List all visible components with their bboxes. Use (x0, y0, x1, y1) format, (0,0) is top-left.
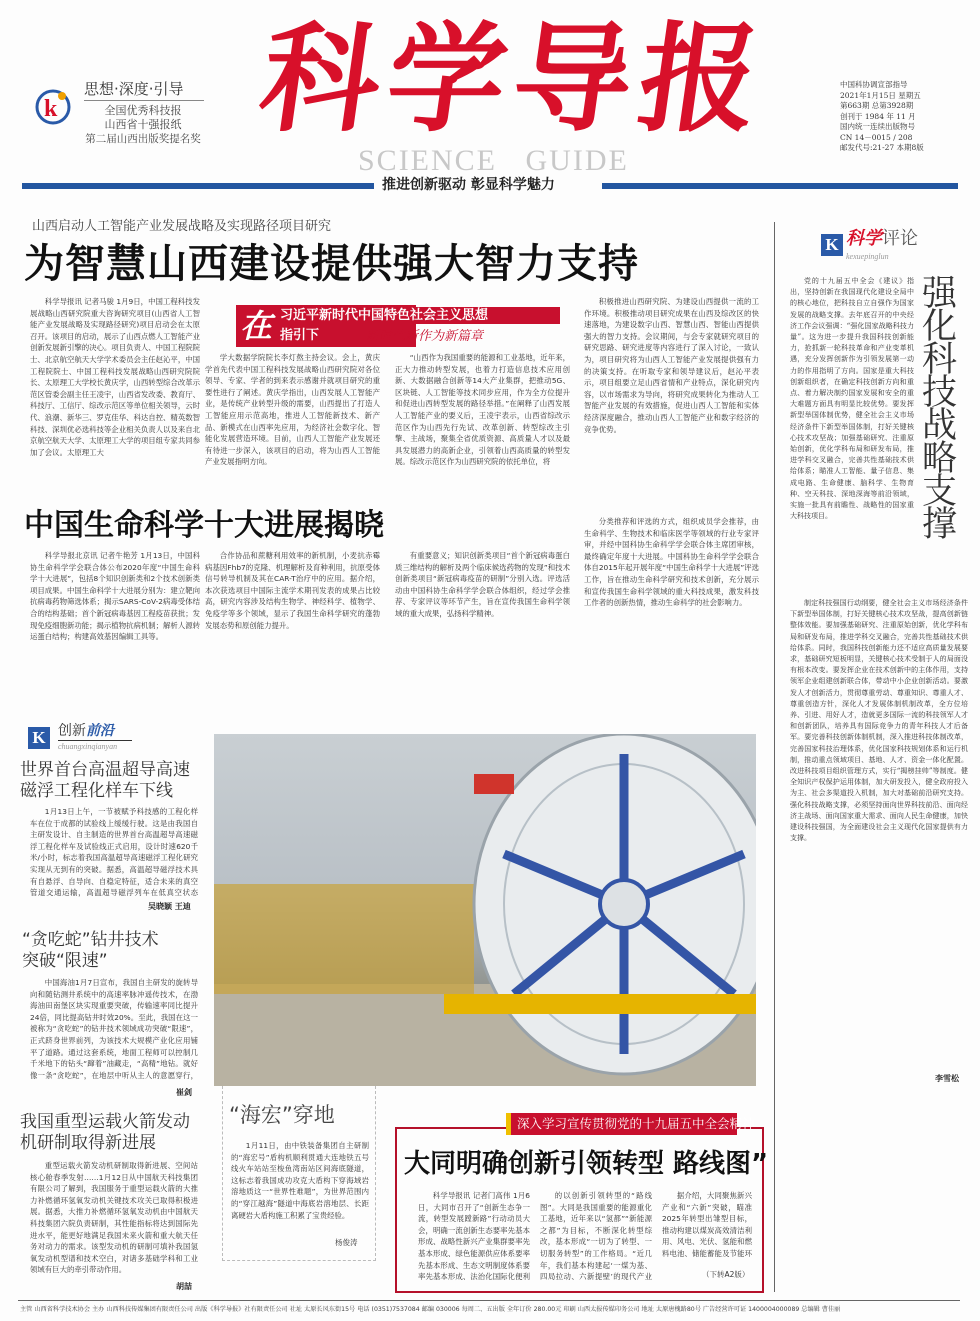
life-science-column: 有重要意义；知识创新类项目“首个新冠病毒蛋白质三维结构的解析及两个临床候选药物的发现”和技术创新类项目“新冠病毒疫苗的研制”分别入选。评选活动由中国科协生命科学学会联合体组织，经过学会推荐、专家评议等环节产生，旨在宣传我国生命科学领域的重大成果，弘扬科学精神。 (395, 551, 570, 618)
section-name: 评论 (882, 228, 918, 249)
photo-caption-body: 1月11日，由中铁装备集团自主研制的“海宏号”盾构机顺利贯通大连地铁五号线火车站站至梭鱼湾南站区间海底隧道，这标志着我国成功攻克大盾构下穿海域岩溶地质这一“世界性难题”，为世界范围内的“穿江越海”隧道中海底岩溶地层、长距离硬岩大盾构施工积累了宝贵经验。 (231, 1141, 369, 1220)
lead-column: 学大数据学院院长李灯熬主持会议。会上，黄庆学首先代表中国工程科技发展战略山西研究院对各位领导、专家、学者的到来表示感谢并就项目研究的重要性进行了阐述。黄庆学指出，山西发展人工智能产业，是传统产业转型升级的需要，山西提出了打造人工智能应用示范高地，推进人工智能新技术、新产品、新模式在山西率先应用，为经济社会数字化、智能化发展营造环境。目前，山西人工智能产业发展还有待进一步深入，该项目的启动，将为山西人工智能产业发展指明方向。 (205, 353, 380, 467)
masthead-english: SCIENCE GUIDE (358, 144, 629, 177)
lead-column: “山西作为我国重要的能源和工业基地，近年来，正大力推动转型发展，也着力打造信息技术应用创新、大数据融合创新等14大产业集群，把推动5G、区块链、人工智能等技术同步应用，作为全方位提升和促进山西转型发展的路径举措。”在阐释了山西发展人工智能产业的要义后，王凌宇表示，山西省综改示范区作为山西先行先试、改革创新、转型综改主引擎、主战场，聚集全省优质资源、高质量人才以及最具发展潜力的高新企业，引领着山西高质量的转型发展。综改示范区作为山西研究院的依托单位，将 (395, 353, 570, 467)
commentary-body: 党的十九届五中全会《建议》指出，坚持创新在我国现代化建设全局中的核心地位，把科技自立自强作为国家发展的战略支撑。去年底召开的中央经济工作会议强调：“强化国家战略科技力量”。这为进一步提升我国科技创新能力，抢抓新一轮科技革命和产业变革机遇，充分发挥创新作为引领发展第一动力的作用指明了方向。国家是重大科技创新组织者，在确定科技创新方向和重点、着力解决制约国家发展和安全的重大难题方面具有明显比较优势。要发挥新型举国体制优势，健全社会主义市场经济条件下新型举国体制，打好关键核心技术攻坚战；加强基础研究、注重原始创新，优化学科布局和研发布局，推进学科交叉融合，完善共性基础技术供给体系；瞄准人工智能、量子信息、集成电路、生命健康、脑科学、生物育种、空天科技、深地深海等前沿领域，实施一批具有前瞻性、战略性的国家重大科技项目。 (790, 277, 914, 521)
k-logo-icon: K (821, 234, 843, 256)
masthead-rule-left (22, 183, 374, 189)
plenum-banner (506, 1113, 755, 1135)
life-science-column: 分类推荐和评选的方式，组织成员学会推荐，由生命科学、生物技术和临床医学等领域的行业专家评审，并经中国科协生命科学学会联合体主席团审核，最终确定年度十大进展。中国科协生命科学学会联合体自2015年起开展年度“中国生命科学十大进展”评选工作，旨在推动生命科学研究和技术创新，充分展示和宣传我国生命科学领域的重大科技成果，激发科技工作者的创新热情，推动生命科学的社会影响力。 (584, 517, 759, 608)
honor: 山西省十强报纸 (104, 118, 182, 131)
photo-caption-title: “海宏”穿地 (229, 1103, 335, 1127)
frontier-body: 中国海油1月7日宣布，我国自主研发的旋转导向和随钻测井系统中的高速率脉冲遥传技术，在渤海油田南堡区块实现重要突破，传输速率同比提升24倍，同比提高钻井时效20%。至此，我国在这一被称为“贪吃蛇”的钻井技术领域成功突破“限速”，正式跻身世界前列，为该技术大规模产业化应用铺平了道路。通过这套系统，地面工程师可以控制几千米地下的钻头“蹿着”油藏走，“高精”地钻。就好像一条“贪吃蛇”，在地层中听从主人的意愿穿行， (30, 978, 198, 1080)
xi-thought-banner (236, 305, 560, 347)
plenum-banner-text: 深入学习宣传贯彻党的十九届五中全会精神 (517, 1116, 755, 1131)
info-line: 中国科协调宣部指导 (840, 80, 908, 89)
life-science-column: 科学导报北京讯 记者牛艳芳 1月13日，中国科协生命科学学会联合体公布2020年度“中国生命科学十大进展”，包括8个知识创新类和2个技术创新类项目成果。中国生命科学十大进展分别为：建立靶向抗病毒药物筛选体系；揭示SARS-CoV-2病毒受体结合的结构基础；首个新冠病毒基因工程疫苗获批；发现免疫细胞新功能；揭示植物抗病机制；解析人源转运蛋白结构；构建高效基因编辑工具等。 (30, 551, 200, 642)
lead-column: 科学导报讯 记者马骏 1月9日，中国工程科技发展战略山西研究院重大咨询研究项目(山西省人工智能产业发展战略及实现路径研究)项目启动会在太原召开。该项目的启动，展示了山西点燃人工智能产业创新发展新引擎的决心。项目负责人、中国工程院院士、北京航空航天大学学术委员会主任赵沁平，中国工程院院士、中国工程科技发展战略山西研究院院长、太原理工大学校长黄庆学，山西转型综合改革示范区管委会副主任王凌宇，山西省发改委、教育厅、科技厅、工信厅、综改示范区等单位相关领导，云时代、浪潮、新华三、罗克佳华、科达自控、精英数智科技、深圳优必选科技等企业相关负责人以及来自北京航空航天大学、太原理工大学的项目组专家共同参加了会议。太原理工大 (30, 297, 200, 457)
honor: 第二届山西出版奖提名奖 (85, 133, 201, 145)
frontier-headline: 我国重型运载火箭发动机研制取得新进展 (20, 1112, 190, 1153)
frontier-author: 吴晓颖 王迪 (148, 902, 191, 911)
commentary-section-title (846, 228, 918, 250)
life-science-headline: 中国生命科学十大进展揭晓 (24, 508, 384, 543)
masthead-title: 科学导报 (252, 9, 776, 148)
photo-caption-box (222, 1086, 376, 1261)
datong-headline: 大同明确创新引领转型 路线图” (404, 1149, 769, 1179)
commentary-title: 强化科技战略支撑 (922, 274, 958, 545)
honor: 全国优秀科技报 (104, 104, 182, 117)
life-science-column: 合作协品和蔗糖利用效率的新机制，小麦抗赤霉病基因Fhb7的克隆、机理解析及育种利用，抗原受体信号转导机制及其在CAR-T治疗中的应用。据介绍，本次获选项目中国际主流学术期刊发表的成果占比较高，研究内容涉及结构生物学、神经科学、植物学、免疫学等多个领域，显示了我国生命科学研究的蓬勃发展态势和原创能力提升。 (205, 551, 380, 630)
k-logo-icon: K (28, 727, 50, 749)
tunnel-boring-machine-photo (214, 734, 756, 1086)
lead-kicker: 山西启动人工智能产业发展战略及实现路径项目研究 (32, 219, 332, 234)
info-line: 第663期 总第3928期 (840, 101, 914, 110)
frontier-body: 重型运载火箭发动机研制取得新进展、空间站核心舱春季发射……1月12日从中国航天科技集团有限公司了解到，我国服务于重型运载火箭的大推力补燃循环氢氧发动机关键技术攻关已取得积极进展。据悉，大推力补燃循环氢氧发动机由中国航天科技集团六院负责研制，其性能指标将达到国际先进水平，能更好地满足我国未来火箭和重大航天任务对动力的需求。该型发动机的研制可填补我国氢氧发动机型谱和技术空白，对诸多基础学科和工业领域有巨大的牵引带动作用。 (30, 1161, 198, 1275)
info-line: 邮发代号:21-27 本期8版 (840, 143, 924, 152)
column-divider (774, 222, 775, 1292)
section-name-accent: 前沿 (86, 723, 114, 739)
frontier-author: 胡喆 (176, 1282, 192, 1291)
datong-column: 的以创新引领转型的“路线图”。大同是我国重要的能源重化工基地，近年来以“氢都”“新能源之都”为目标，不断深化转型综改，基本形成“一切为了转型、一切服务转型”的工作格局。“近几年，我们基本构建起‘一煤为基、四局拉动、六新提壁’的现代产业 (540, 1191, 652, 1282)
section-name-accent: 科学 (846, 228, 882, 249)
footer-imprint: 主管 山西省科学技术协会 主办 山西科技传媒集团有限责任公司 出版《科学导报》社有限责任公司 社址 太原长风东街15号 电话 (0351)7537084 邮编 030006 每周二、五出版 全年订价 280.00元 印刷 山西太报传媒印务公司 地址 太原唐槐路80号 广告经营许可证 1400004000089 总编辑 曹佳丽 (20, 1306, 841, 1313)
commentary-body: 制定科技强国行动纲要，健全社会主义市场经济条件下新型举国体制，打好关键核心技术攻坚战，提高创新链整体效能。要加强基础研究、注重原始创新，优化学科布局和研发布局，推进学科交叉融合，完善共性基础技术供给体系。同时，我国科技创新能力还不适应高质量发展要求，基础研究短板明显，关键核心技术受制于人的局面没有根本改变。要发挥企业在技术创新中的主体作用，支持领军企业组建创新联合体，带动中小企业创新活动。要激发人才创新活力，贯彻尊重劳动、尊重知识、尊重人才、尊重创造方针，深化人才发展体制机制改革，全方位培养、引进、用好人才，造就更多国际一流的科技领军人才和创新团队，培养具有国际竞争力的青年科技人才后备军。要完善科技创新体制机制，深入推进科技体制改革，完善国家科技治理体系，优化国家科技规划体系和运行机制，推动重点领域项目、基地、人才、资金一体化配置。改进科技项目组织管理方式，实行“揭榜挂帅”等制度。健全知识产权保护运用体制，加大研发投入，健全政府投入为主、社会多渠道投入机制，加大对基础前沿研究支持。强化科技战略支撑，必须坚持面向世界科技前沿、面向经济主战场、面向国家重大需求、面向人民生命健康，加快建设科技强国，为全面建设社会主义现代化国家提供有力支撑。 (790, 599, 968, 843)
lead-headline: 为智慧山西建设提供强大智力支持 (24, 241, 639, 287)
continued-note: （下转A2版） (702, 1270, 750, 1279)
frontier-pinyin: chuangxinqianyan (58, 742, 118, 751)
svg-text:k: k (44, 96, 58, 122)
datong-column: 科学导报讯 记者门高伟 1月6日，大同市召开了“创新生态争一流，转型发展蹚新路”行动动员大会，明确一流创新生态要率先基本形成、战略性新兴产业集群要率先基本形成、绿色能源供应体系要率先基本形成、生态文明制度体系要率先基本形成、法治化国际化便利 (418, 1191, 530, 1282)
frontier-section-title (58, 722, 132, 741)
info-line: 国内统一连续出版物号 (840, 122, 915, 131)
frontier-author: 崔剑 (176, 1088, 192, 1097)
frontier-body: 1月13日上午，一节被赋予科技感的工程化样车在位于成都的试验线上缓缓行驶。这是由我国自主研发设计、自主制造的世界首台高温超导高速磁浮工程化样车及试验线正式启用，设计时速620千米/小时，标志着我国高温超导高速磁浮工程化研究实现从无到有的突破。据悉，高温超导磁浮技术具有自悬浮、自导向、自稳定特征，适合未来的真空管道交通运输，高温超导磁浮列车在低真空状态 (30, 807, 198, 898)
masthead-rule-right (602, 183, 958, 189)
lead-column: 积极推进山西研究院、为建设山西提供一流的工作环境。积极推动项目研究成果在山西及综改区的快速落地，为建设数字山西、智慧山西、智能山西提供强大的智力支持。会议期间，与会专家就研究项目的研究思路、研究进度等内容进行了深入讨论，一致认为，项目研究将为山西人工智能产业发展提供强有力的决策支持。在听取专家和领导建议后，赵沁平表示，项目组要立足山西省情和产业特点，深化研究内容，以市场需求为导向，将研究成果转化为推动人工智能产业发展的有效措施，促进山西人工智能和实体经济深度融合，推动山西人工智能产业和数字经济的竞争优势。 (584, 297, 759, 434)
datong-column: 据介绍，大同聚焦新兴产业和“六新”突破，瞄准2025年转型出雏型目标，推动构建以煤炭高效清洁利用、风电、光伏、氢能和燃料电池、储能蓄能及节能环 (662, 1191, 752, 1258)
commentary-author: 李雪松 (935, 1074, 959, 1083)
info-line: 创刊于 1984 年 11 月 (840, 111, 916, 121)
masthead-motto: 思想·深度·引导 (84, 80, 184, 98)
footer-rule (18, 1300, 960, 1301)
commentary-pinyin: kexuepinglun (846, 252, 889, 261)
masthead-honors (68, 104, 218, 146)
masthead-info (840, 80, 924, 154)
frontier-headline: 世界首台高温超导高速磁浮工程化样车下线 (20, 760, 190, 801)
masthead-slogan: 推进创新驱动 彰显科学魅力 (382, 177, 555, 193)
divider (84, 100, 204, 101)
frontier-headline: “贪吃蛇”钻井技术突破“限速” (22, 930, 159, 971)
banner-big-char: 在 (240, 307, 273, 345)
banner-tagline: ——新时代新作为新篇章 (340, 329, 484, 344)
banner-line1: 习近平新时代中国特色社会主义思想 (280, 307, 560, 324)
section-name: 创新 (58, 723, 86, 739)
info-line: CN 14－0015 / 208 (840, 132, 913, 142)
photo-caption-author: 杨俊涛 (335, 1238, 358, 1247)
banner-line2: 指引下 (280, 328, 320, 343)
info-line: 2021年1月15日 星期五 (840, 90, 921, 100)
